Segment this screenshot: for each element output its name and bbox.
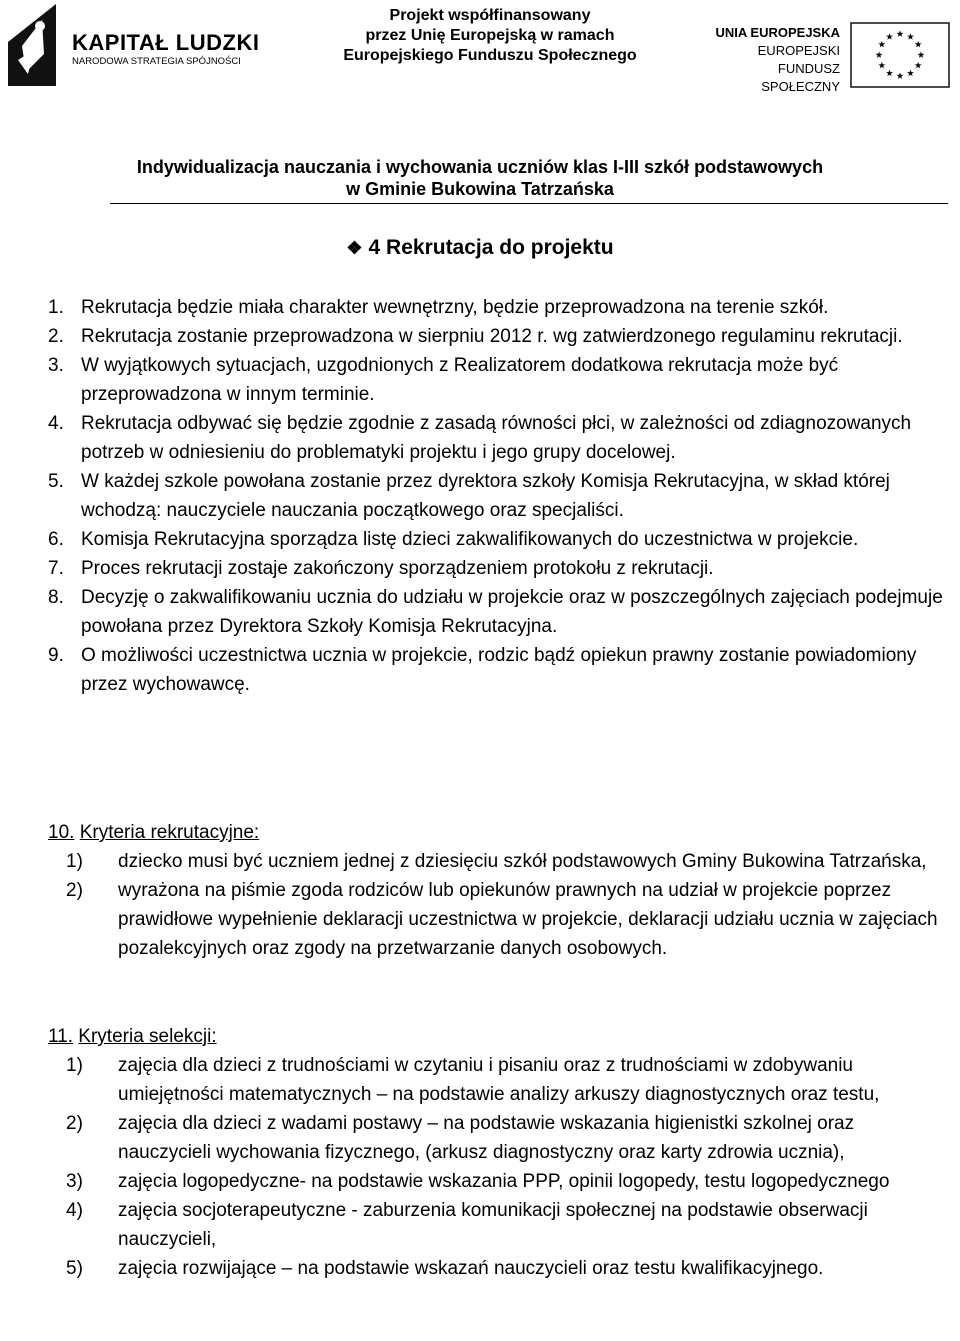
- list-item-text: Komisja Rekrutacyjna sporządza listę dzieci zakwalifikowanych do uczestnictwa w projekcie.: [81, 529, 859, 550]
- list-item: [66, 1196, 948, 1254]
- list-item-text: zajęcia rozwijające – na podstawie wskazań nauczycieli oraz testu kwalifikacyjnego.: [118, 1258, 824, 1279]
- list-item-number: 9.: [48, 645, 64, 666]
- kapital-ludzki-name: KAPITAŁ LUDZKI: [72, 30, 260, 55]
- list-item: [48, 322, 948, 351]
- list-item-number: 1): [66, 1055, 83, 1076]
- diamond-bullet-icon: ❖: [346, 238, 363, 258]
- selection-criteria: [48, 1022, 948, 1283]
- list-item: [48, 293, 948, 322]
- funding-line-3: Europejskiego Funduszu Społecznego: [343, 47, 637, 64]
- list-item-text: W każdej szkole powołana zostanie przez dyrektora szkoły Komisja Rekrutacyjna, w skład której wchodzą: nauczyciele nauczania początkowego oraz specjaliści.: [81, 471, 890, 521]
- selection-criteria-number: 11.: [48, 1026, 74, 1047]
- eu-flag-icon: [850, 22, 950, 88]
- list-item-number: 1.: [48, 297, 64, 318]
- list-item: [66, 1167, 948, 1196]
- list-item: [48, 641, 948, 699]
- list-item: [48, 583, 948, 641]
- list-item-text: zajęcia socjoterapeutyczne - zaburzenia komunikacji społecznej na podstawie obserwacji nauczycieli,: [118, 1200, 868, 1250]
- list-item-number: 2): [66, 880, 83, 901]
- list-item-number: 7.: [48, 558, 64, 579]
- list-item-number: 3): [66, 1171, 83, 1192]
- section-title-text: 4 Rekrutacja do projektu: [368, 236, 614, 259]
- kapital-ludzki-emblem-icon: [4, 2, 68, 86]
- list-item: [66, 847, 948, 876]
- recruitment-criteria: [48, 818, 948, 963]
- list-item-number: 5.: [48, 471, 64, 492]
- list-item-number: 4): [66, 1200, 83, 1221]
- list-item-number: 2.: [48, 326, 64, 347]
- list-item: [48, 554, 948, 583]
- selection-criteria-label: Kryteria selekcji:: [78, 1026, 217, 1047]
- list-item: [66, 1051, 948, 1109]
- selection-criteria-heading: [48, 1022, 948, 1051]
- list-item-text: Rekrutacja odbywać się będzie zgodnie z zasadą równości płci, w zależności od zdiagnozowanych potrzeb w odniesieniu do problematyki projektu i jego grupy docelowej.: [81, 413, 912, 463]
- list-item-text: Rekrutacja zostanie przeprowadzona w sierpniu 2012 r. wg zatwierdzonego regulaminu rekrutacji.: [81, 326, 903, 347]
- list-item-text: zajęcia dla dzieci z wadami postawy – na podstawie wskazania higienistki szkolnej oraz nauczycieli wychowania fizycznego, (arkusz diagnostyczny oraz karty zdrowia ucznia),: [118, 1113, 855, 1163]
- list-item-text: zajęcia logopedyczne- na podstawie wskazania PPP, opinii logopedy, testu logopedycznego: [118, 1171, 890, 1192]
- list-item: [66, 1254, 948, 1283]
- list-item-text: dziecko musi być uczniem jednej z dziesięciu szkół podstawowych Gminy Bukowina Tatrzańska,: [118, 851, 927, 872]
- program-title-line-1: Indywidualizacja nauczania i wychowania uczniów klas I-III szkół podstawowych: [136, 157, 824, 177]
- list-item-number: 2): [66, 1113, 83, 1134]
- list-item-text: Decyzję o zakwalifikowaniu ucznia do udziału w projekcie oraz w poszczególnych zajęciach podejmuje powołana przez Dyrektora Szkoły Komisja Rekrutacyjna.: [81, 587, 943, 637]
- list-item: [48, 351, 948, 409]
- funding-line-2: przez Unię Europejską w ramach: [365, 27, 615, 44]
- list-item-number: 4.: [48, 413, 64, 434]
- kapital-ludzki-subtitle: NARODOWA STRATEGIA SPÓJNOŚCI: [72, 56, 241, 67]
- recruitment-rules-list: [48, 293, 948, 699]
- header-divider: [110, 203, 948, 204]
- program-title: [0, 156, 960, 200]
- list-item-text: Proces rekrutacji zostaje zakończony sporządzeniem protokołu z rekrutacji.: [81, 558, 714, 579]
- list-item: [66, 1109, 948, 1167]
- eu-logo-text: [700, 24, 840, 96]
- eu-logo-line-3: FUNDUSZ SPOŁECZNY: [761, 61, 840, 94]
- list-item-number: 8.: [48, 587, 64, 608]
- list-item-text: wyrażona na piśmie zgoda rodziców lub opiekunów prawnych na udział w projekcie poprzez prawidłowe wypełnienie deklaracji uczestnictwa w projekcie, deklaracji udziału ucznia w zajęciach pozalekcyjnych oraz zgody na przetwarzanie danych osobowych.: [118, 880, 938, 959]
- list-item-text: O możliwości uczestnictwa ucznia w projekcie, rodzic bądź opiekun prawny zostanie powiadomiony przez wychowawcę.: [81, 645, 917, 695]
- recruitment-criteria-heading: [48, 818, 948, 847]
- program-title-line-2: w Gminie Bukowina Tatrzańska: [346, 179, 614, 199]
- section-title: [0, 234, 960, 262]
- list-item-text: W wyjątkowych sytuacjach, uzgodnionych z Realizatorem dodatkowa rekrutacja może być przeprowadzona w innym terminie.: [81, 355, 839, 405]
- funding-statement: [270, 6, 710, 66]
- list-item-number: 6.: [48, 529, 64, 550]
- eu-logo-line-2: EUROPEJSKI: [757, 43, 840, 58]
- eu-logo: [690, 22, 960, 92]
- recruitment-criteria-number: 10.: [48, 822, 75, 843]
- list-item: [48, 467, 948, 525]
- list-item: [48, 409, 948, 467]
- kapital-ludzki-logo: [4, 2, 260, 86]
- eu-logo-line-1: UNIA EUROPEJSKA: [715, 25, 840, 40]
- list-item-text: zajęcia dla dzieci z trudnościami w czytaniu i pisaniu oraz z trudnościami w zdobywaniu umiejętności matematycznych – na podstawie analizy arkuszy diagnostycznych oraz testu,: [118, 1055, 880, 1105]
- list-item: [48, 525, 948, 554]
- list-item-number: 5): [66, 1258, 83, 1279]
- list-item-number: 1): [66, 851, 83, 872]
- list-item-number: 3.: [48, 355, 64, 376]
- recruitment-criteria-label: Kryteria rekrutacyjne:: [79, 822, 260, 843]
- list-item: [66, 876, 948, 963]
- list-item-text: Rekrutacja będzie miała charakter wewnętrzny, będzie przeprowadzona na terenie szkół.: [81, 297, 829, 318]
- funding-line-1: Projekt współfinansowany: [389, 7, 591, 24]
